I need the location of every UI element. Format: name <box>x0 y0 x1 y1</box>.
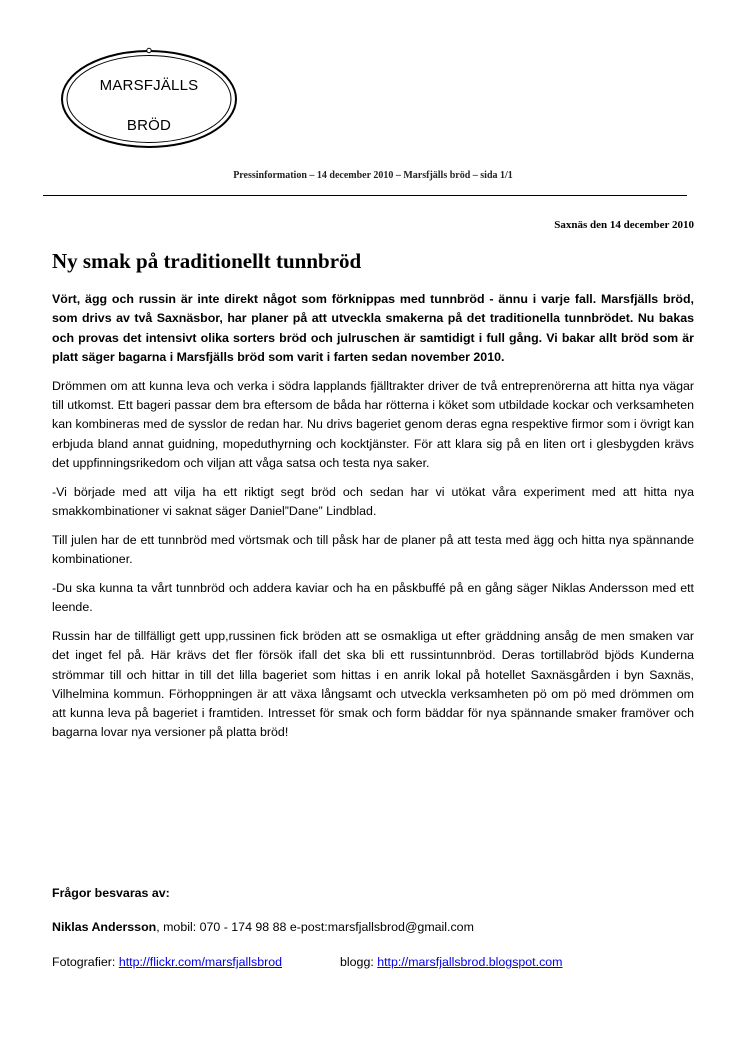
blog-label: blogg: <box>340 955 378 969</box>
logo <box>59 47 239 150</box>
dateline: Saxnäs den 14 december 2010 <box>554 219 694 231</box>
body-paragraph: -Vi började med att vilja ha ett riktigt segt bröd och sedan har vi utökat våra experiment med att hitta nya smakkombinationer vi saknat säger Daniel”Dane” Lindblad. <box>52 484 694 518</box>
article-body <box>52 290 694 752</box>
body-paragraph: Till julen har de ett tunnbröd med vörtsmak och till påsk har de planer på att testa med ägg och hitta nya spännande kombinationer. <box>52 532 694 567</box>
logo-text-line2: BRÖD <box>126 117 172 134</box>
contact-person-line <box>52 920 702 934</box>
logo-text-line1: MARSFJÄLLS <box>99 77 199 94</box>
blog-link[interactable]: http://marsfjallsbrod.blogspot.com <box>377 955 563 969</box>
photos-link[interactable]: http://flickr.com/marsfjallsbrod <box>118 955 283 969</box>
body-paragraph: Drömmen om att kunna leva och verka i södra lapplands fjälltrakter driver de två entreprenörerna att hitta nya vägar till utkomst. Ett bageri passar dem bra eftersom de båda har rötterna i köket som utbildade kockar och verksamheten kan kombineras med de sysslor de redan har. Nu drivs bageriet genom deras egna respektive firmor som i övrigt kan erbjuda bland annat guidning, mopeduthyrning och kocktjänster. För att klara sig på en liten ort i glesbygden krävs det uppfinningsrikedom och viljan att våga satsa och testa nya saker. <box>52 378 694 470</box>
body-paragraph: Russin har de tillfälligt gett upp,russinen fick bröden att se osmakliga ut efter gräddning ansåg de men smaken var det inget fel på. Här krävs det fler försök ifall det ska bli ett russintunnbröd. Deras tortillabröd bjöds Kunderna strömmar till och hittar in till det lilla bageriet som hittas i en anrik lokal på hotellet Saxnäsgården i byn Saxnäs, Vilhelmina kommun. Förhoppningen är att växa långsamt och utveckla verksamheten pö om pö med drömmen om att kunna leva på bageriet i framtiden. Intresset för smak och form bäddar för nya spännande smaker framöver och bagarna lovar nya versioner på platta bröd! <box>52 628 694 740</box>
contact-details: , mobil: 070 - 174 98 88 e-post:marsfjallsbrod@gmail.com <box>156 920 474 934</box>
photos-label: Fotografier: <box>52 955 119 969</box>
page-title: Ny smak på traditionellt tunnbröd <box>52 249 362 273</box>
lead-paragraph: Vört, ägg och russin är inte direkt något som förknippas med tunnbröd - ännu i varje fall. Marsfjälls bröd, som drivs av två Saxnäsbor, har planer på att utveckla smakerna på det traditionella tunnbrödet. Nu bakas och provas det intensivt olika sorters bröd och julruschen är samtidigt i full gång. Vi bakar allt bröd som är platt säger bagarna i Marsfjälls bröd som varit i farten sedan november 2010. <box>52 292 694 364</box>
contact-heading: Frågor besvaras av: <box>52 886 170 900</box>
logo-oval-shape <box>59 47 239 150</box>
contact-links-line <box>52 955 702 969</box>
press-info-header: Pressinformation – 14 december 2010 – Marsfjälls bröd – sida 1/1 <box>233 170 513 181</box>
header-divider <box>43 195 687 196</box>
contact-name: Niklas Andersson <box>52 920 157 934</box>
body-paragraph: -Du ska kunna ta vårt tunnbröd och addera kaviar och ha en påskbuffé på en gång säger Niklas Andersson med ett leende. <box>52 580 694 615</box>
